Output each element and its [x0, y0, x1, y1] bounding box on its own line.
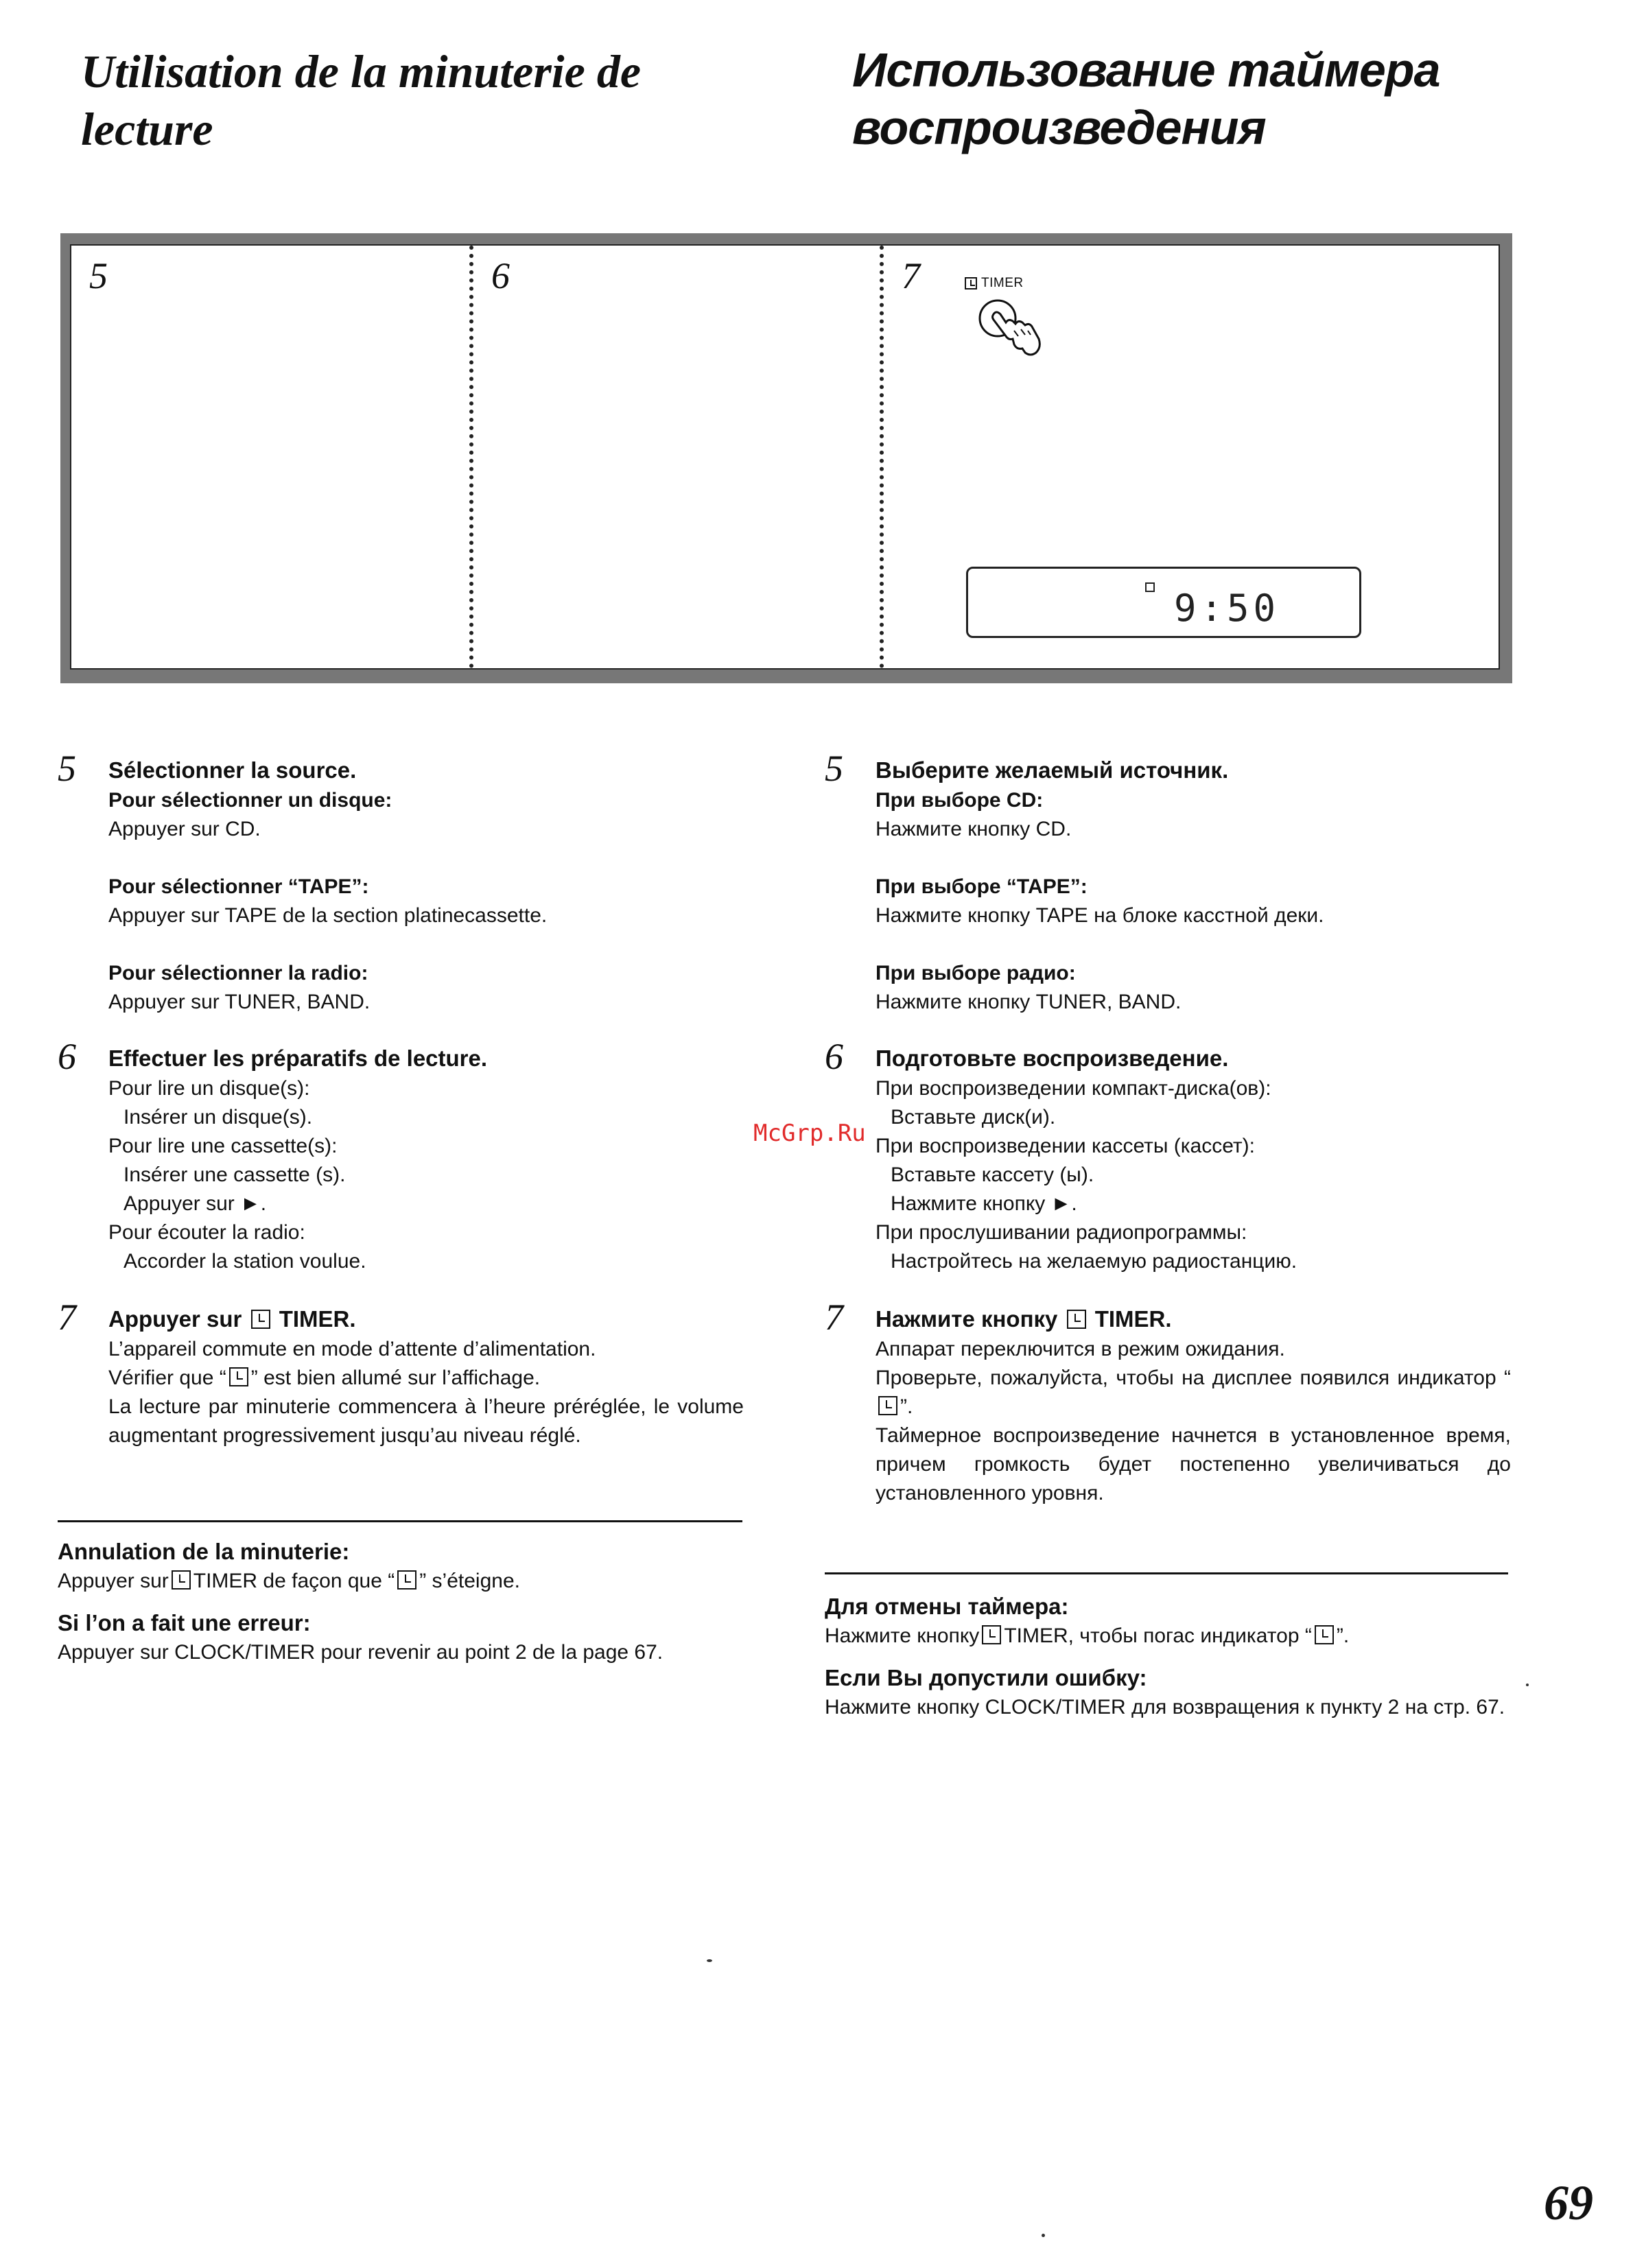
- error-heading: Если Вы допустили ошибку:: [825, 1665, 1147, 1690]
- fr-cancel-section: [58, 1537, 744, 1667]
- illustration-panels: [70, 244, 1500, 670]
- instruction-text: [108, 1364, 744, 1393]
- subheading: Pour sélectionner un disque:: [108, 789, 392, 812]
- instruction-text: Вставьте кассету (ы).: [891, 1163, 1094, 1186]
- step-title-part: TIMER.: [279, 1306, 356, 1332]
- instruction-text: Accorder la station voulue.: [124, 1250, 366, 1273]
- cancel-text: [58, 1567, 744, 1596]
- text-part: ”.: [1336, 1625, 1350, 1647]
- error-heading: Si l’on a fait une erreur:: [58, 1610, 311, 1635]
- clock-icon: [172, 1570, 191, 1590]
- text-part: Нажмите кнопку: [825, 1625, 980, 1647]
- instruction-text: Appuyer sur ►.: [124, 1192, 267, 1215]
- panel-step-number: 5: [89, 255, 108, 296]
- lcd-display: [966, 567, 1361, 638]
- instruction-text: Pour lire un disque(s):: [108, 1077, 310, 1100]
- instruction-text: Insérer un disque(s).: [124, 1106, 313, 1129]
- subheading: При выборе CD:: [876, 789, 1044, 812]
- subheading: Pour sélectionner la radio:: [108, 962, 368, 984]
- timer-button-label: [965, 276, 1024, 291]
- step-title-part: TIMER.: [1094, 1306, 1172, 1332]
- instruction-text: L’appareil commute en mode d’attente d’alimentation.: [108, 1338, 596, 1360]
- instruction-text: Нажмите кнопку ►.: [891, 1192, 1077, 1215]
- instruction-text: Pour écouter la radio:: [108, 1221, 305, 1244]
- pressing-hand-icon: [973, 295, 1048, 364]
- title-french: [81, 43, 767, 158]
- step-number: 7: [58, 1297, 76, 1338]
- text-part: ” est bien allumé sur l’affichage.: [250, 1367, 541, 1389]
- text-part: TIMER, чтобы погас индикатор “: [1004, 1625, 1312, 1647]
- step-title: Подготовьте воспроизведение.: [876, 1046, 1229, 1071]
- illustration-panel-5: [71, 246, 469, 668]
- section-divider: [825, 1572, 1508, 1574]
- instruction-text: Настройтесь на желаемую радиостанцию.: [891, 1250, 1297, 1273]
- panel-step-number: 6: [491, 255, 510, 296]
- scan-speck: [707, 1959, 712, 1962]
- ru-cancel-section: [825, 1592, 1511, 1722]
- page-number: 69: [1544, 2175, 1593, 2230]
- subheading: Pour sélectionner “TAPE”:: [108, 875, 369, 898]
- step-number: 5: [825, 748, 843, 789]
- instruction-text: Appuyer sur TAPE de la section platinecassette.: [108, 904, 548, 927]
- instruction-text: Appuyer sur CD.: [108, 818, 261, 840]
- step-title: Effectuer les préparatifs de lecture.: [108, 1046, 488, 1071]
- instruction-text: При воспроизведении компакт-диска(ов):: [876, 1077, 1271, 1100]
- text-part: Проверьте, пожалуйста, чтобы на дисплее появился индикатор “: [876, 1367, 1511, 1389]
- error-text: Нажмите кнопку CLOCK/TIMER для возвращения к пункту 2 на стр. 67.: [825, 1696, 1505, 1718]
- instruction-text: Insérer une cassette (s).: [124, 1163, 346, 1186]
- clock-icon: [878, 1396, 897, 1415]
- step-title-part: Нажмите кнопку: [876, 1306, 1058, 1332]
- section-divider: [58, 1520, 742, 1522]
- step-title: [876, 1303, 1511, 1335]
- title-french-line-2: lecture: [81, 103, 213, 155]
- error-text: Appuyer sur CLOCK/TIMER pour revenir au point 2 de la page 67.: [58, 1641, 663, 1664]
- timer-label-text: TIMER: [981, 276, 1024, 290]
- step-title-part: Appuyer sur: [108, 1306, 242, 1332]
- instruction-text: Таймерное воспроизведение начнется в установленное время, причем громкость будет постепенно увеличиваться до установленного уровня.: [876, 1424, 1511, 1504]
- panel-step-number: 7: [902, 255, 920, 296]
- step-number: 6: [825, 1036, 843, 1077]
- scan-speck: [1526, 1684, 1529, 1686]
- clock-icon: [251, 1310, 270, 1329]
- clock-icon: [397, 1570, 416, 1590]
- text-part: Vérifier que “: [108, 1367, 226, 1389]
- instruction-text: Аппарат переключится в режим ожидания.: [876, 1338, 1285, 1360]
- cancel-heading: Для отмены таймера:: [825, 1594, 1069, 1619]
- timer-indicator-icon: [1145, 582, 1155, 592]
- subheading: При выборе радио:: [876, 962, 1076, 984]
- cancel-heading: Annulation de la minuterie:: [58, 1539, 350, 1564]
- clock-icon: [965, 277, 977, 290]
- step-number: 5: [58, 748, 76, 789]
- illustration-panel-6: [469, 246, 884, 668]
- instruction-text: Вставьте диск(и).: [891, 1106, 1056, 1129]
- subheading: При выборе “TAPE”:: [876, 875, 1088, 898]
- clock-icon: [1315, 1625, 1334, 1644]
- display-time: 9:50: [1174, 587, 1280, 630]
- clock-icon: [982, 1625, 1001, 1644]
- title-russian-line-1: Использование таймера: [852, 43, 1440, 97]
- title-french-line-1: Utilisation de la minuterie de: [81, 45, 642, 97]
- illustration-frame: [60, 233, 1512, 683]
- instruction-text: Нажмите кнопку TAPE на блоке касстной деки.: [876, 904, 1324, 927]
- instruction-text: При воспроизведении кассеты (кассет):: [876, 1135, 1255, 1157]
- title-russian: [852, 41, 1538, 156]
- clock-icon: [1067, 1310, 1086, 1329]
- timer-button-illustration: [965, 276, 1061, 372]
- step-number: 7: [825, 1297, 843, 1338]
- instruction-text: Нажмите кнопку TUNER, BAND.: [876, 991, 1182, 1013]
- instruction-text: При прослушивании радиопрограммы:: [876, 1221, 1247, 1244]
- text-part: Appuyer sur: [58, 1570, 169, 1592]
- title-russian-line-2: воспроизведения: [852, 101, 1266, 154]
- illustration-panel-7: [880, 246, 1499, 668]
- step-title: Sélectionner la source.: [108, 757, 357, 783]
- instruction-text: Pour lire une cassette(s):: [108, 1135, 338, 1157]
- instruction-text: [876, 1364, 1511, 1421]
- cancel-text: [825, 1622, 1511, 1651]
- text-part: TIMER de façon que “: [193, 1570, 395, 1592]
- instruction-text: Appuyer sur TUNER, BAND.: [108, 991, 371, 1013]
- scan-speck: [1042, 2234, 1045, 2237]
- step-title: Выберите желаемый источник.: [876, 757, 1229, 783]
- text-part: ” s’éteigne.: [419, 1570, 520, 1592]
- instruction-text: Нажмите кнопку CD.: [876, 818, 1072, 840]
- watermark: McGrp.Ru: [753, 1120, 866, 1147]
- step-title: [108, 1303, 744, 1335]
- text-part: ”.: [900, 1395, 913, 1418]
- step-number: 6: [58, 1036, 76, 1077]
- instruction-text: La lecture par minuterie commencera à l’heure préréglée, le volume augmentant progressivement jusqu’au niveau réglé.: [108, 1395, 744, 1447]
- clock-icon: [229, 1367, 248, 1386]
